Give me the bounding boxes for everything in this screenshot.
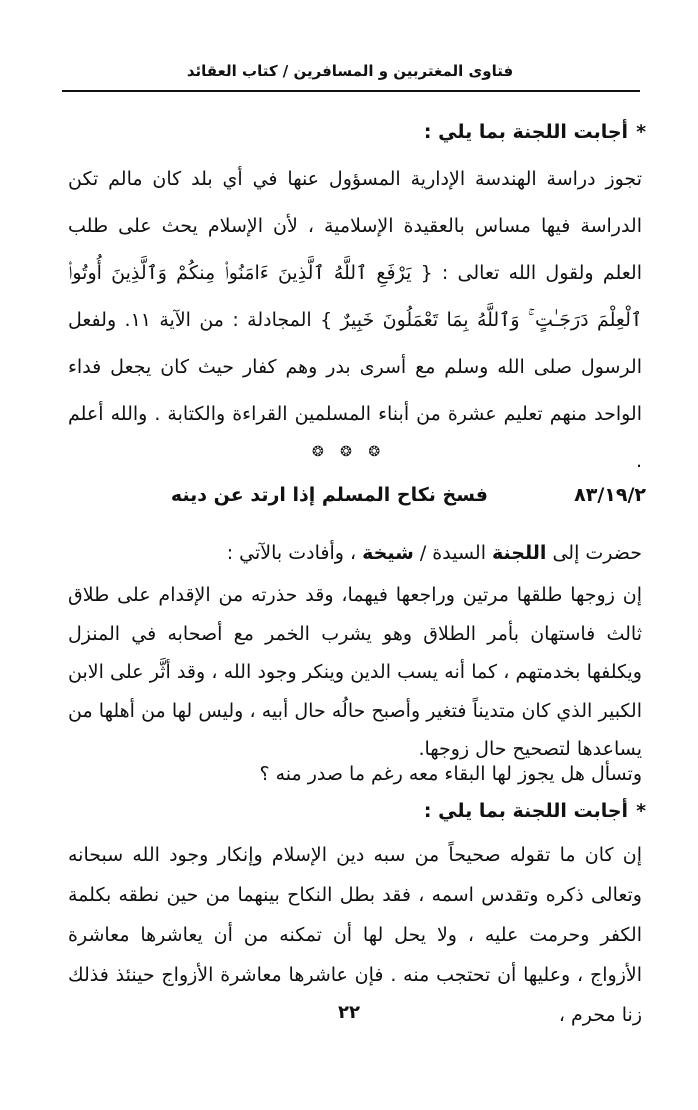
running-header: فتاوى المغتربين و المسافرين / كتاب العقائد (186, 62, 514, 80)
page-number: ٢٢ (338, 1002, 360, 1023)
ruling-number: ٨٣/١٩/٢ (574, 484, 646, 506)
answer-paragraph-1: تجوز دراسة الهندسة الإدارية المسؤول عنها في أي بلد كان مالم تكن الدراسة فيها مساس بالعقيدة الإسلامية ، لأن الإسلام يحث على طلب العلم ولقول الله تعالى : { يَرْفَعِ ٱللَّهُ ٱلَّذِينَ ءَامَنُوا۟ مِنكُمْ وَٱلَّذِينَ أُوتُوا۟ ٱلْعِلْمَ دَرَجَـٰتٍ ۚ وَٱللَّهُ بِمَا تَعْمَلُونَ خَبِيرٌ } المجادلة : من الآية ١١. ولفعل الرسول صلى الله وسلم مع أسرى بدر وهم كفار حيث كان يجعل فداء الواحد منهم تعليم عشرة من أبناء المسلمين القراءة والكتابة . والله أعلم . (68, 168, 642, 472)
answer-paragraph-2: إن كان ما تقوله صحيحاً من سبه دين الإسلام وإنكار وجود الله سبحانه وتعالى ذكره وتقدس اسمه ، فقد بطل النكاح بينهما من حين نطقه بكلمة الكفر وحرمت عليه ، ولا يحل لها أن تمكنه من أن يعاشرها معاشرة الأزواج ، وعليها أن تحتجب منه . فإن عاشرها معاشرة الأزواج حينئذ فذلك زنا محرم ، (68, 844, 642, 1026)
heading-text: أجابت اللجنة بما يلي : (423, 800, 629, 822)
section-ornament: ❂ ❂ ❂ (311, 444, 387, 460)
question-intro (68, 530, 642, 576)
heading-text: أجابت اللجنة بما يلي : (423, 121, 629, 143)
question-paragraph: إن زوجها طلقها مرتين وراجعها فيهما، وقد حذرته من الإقدام على طلاق ثالث فاستهان بأمر الطلاق وهو يشرب الخمر مع أصحابه في المنزل ويكلفها بخدمتهم ، كما أنه يسب الدين وينكر وجود الله ، وقد أثَّر على الابن الكبير الذي كان متديناً فتغير وأصبح حالُه حال أبيه ، وليس لها من أهلها من يساعدها لتصحيح حال زوجها. (68, 584, 642, 760)
ruling-header (62, 484, 646, 514)
bullet-star: * (636, 800, 646, 822)
intro-middle: السيدة / (419, 542, 486, 564)
committee-answer-heading-1 (424, 121, 646, 143)
intro-suffix: ، وأفادت بالآتي : (226, 542, 357, 564)
intro-committee: اللجنة (492, 542, 547, 564)
intro-prefix: حضرت إلى (552, 542, 642, 564)
intro-name: شيخة (362, 542, 414, 564)
bullet-star: * (636, 121, 646, 143)
committee-answer-heading-2 (424, 800, 646, 822)
header-divider (62, 90, 640, 92)
ruling-title: فسخ نكاح المسلم إذا ارتد عن دينه (170, 484, 488, 506)
question-line: وتسأل هل يجوز لها البقاء معه رغم ما صدر منه ؟ (259, 763, 642, 785)
